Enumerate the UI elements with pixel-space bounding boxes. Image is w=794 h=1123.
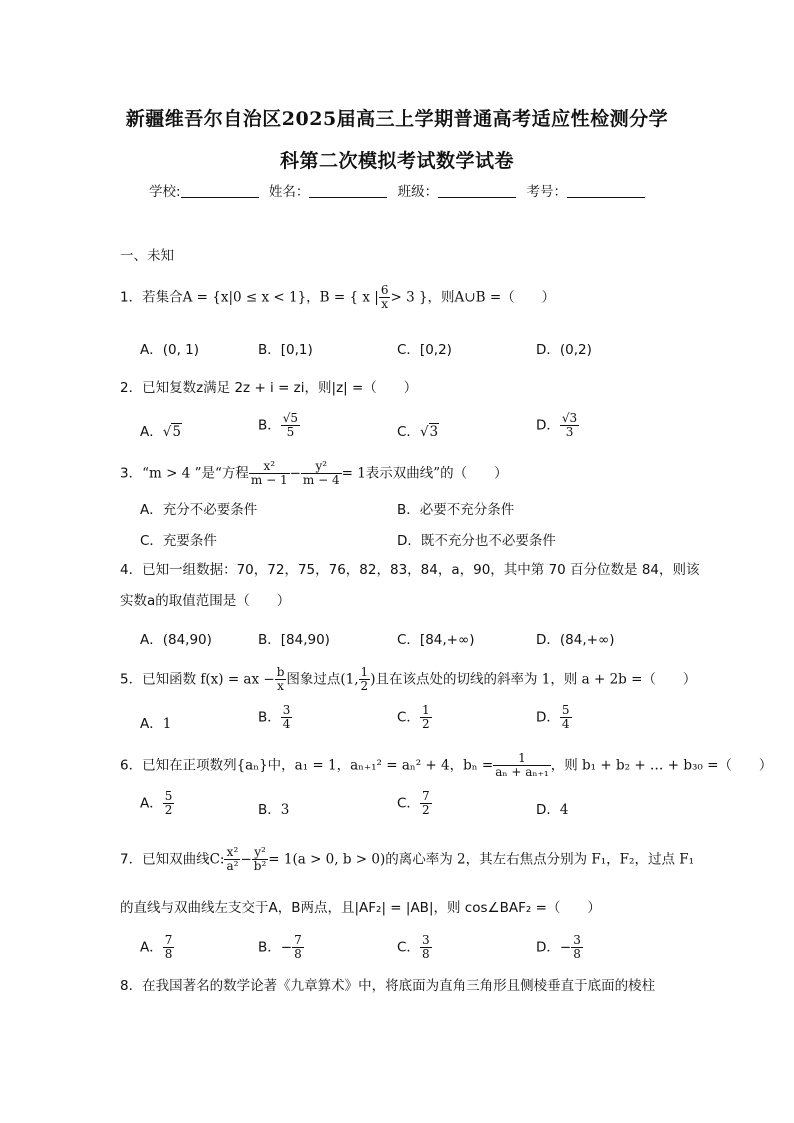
school-label: 学校: (149, 184, 181, 200)
option-d[interactable]: D． $\frac{√3}{3}$ (536, 411, 578, 439)
class-blank[interactable] (438, 197, 516, 198)
option-b[interactable]: B．3 (258, 802, 290, 818)
option-a[interactable]: A．(0, 1) (140, 342, 200, 358)
option-d[interactable]: D．− $\frac{3}{8}$ (536, 933, 581, 961)
question-1 (120, 284, 680, 311)
question-4-line2: 实数a的取值范围是（ ） (120, 593, 291, 609)
school-blank[interactable] (181, 197, 259, 198)
option-c[interactable]: C．√3 (397, 424, 439, 440)
question-7: 7．已知双曲线C: $\frac{\text{x²}}{\text{a²}}$ − $\frac{\text{y²}}{\text{b²}}$ = 1(a > 0, b > 0)的离心率为 2，其左右焦点分别为 F₁，F₂，过点 F₁ (120, 845, 695, 873)
option-b[interactable]: B． $\frac{√5}{5}$ (258, 411, 299, 439)
question-text: 已知复数z满足 2z + i = zi，则|z| =（ ） (142, 380, 418, 396)
option-c[interactable]: C．[0,2) (397, 342, 452, 358)
option-c[interactable]: C． $\frac{7}{2}$ (397, 789, 430, 817)
option-c[interactable]: C．[84,+∞) (397, 632, 475, 648)
set-b-open: B = { x | (319, 289, 379, 306)
option-b[interactable]: B．[84,90) (258, 632, 330, 648)
option-a[interactable]: A．√5 (140, 424, 181, 440)
option-c[interactable]: C．充要条件 (140, 533, 217, 549)
question-4: 4．已知一组数据：70，72，75，76，82，83，84，a，90，其中第 70 百分位数是 84，则该 (120, 562, 700, 578)
class-label: 班级： (397, 184, 439, 200)
exam-title-line2: 科第二次模拟考试数学试卷 (279, 150, 514, 172)
question-number: 1． (120, 289, 143, 306)
option-c[interactable]: C． $\frac{1}{2}$ (397, 703, 430, 731)
question-5: 5．已知函数 f(x) = ax − $\frac{b}{x}$ 图象过点(1, $\frac{1}{2}$ )且在该点处的切线的斜率为 1，则 a + 2b =（ ） (120, 665, 697, 693)
exam-number-blank[interactable] (567, 197, 645, 198)
student-info-row (0, 180, 794, 200)
option-b[interactable]: B． $\frac{3}{4}$ (258, 703, 291, 731)
set-b-close: > 3 } (390, 289, 428, 306)
question-7-line2: 的直线与双曲线左支交于A，B两点，且|AF₂| = |AB|，则 cos∠BAF₂ =（ ） (120, 900, 601, 916)
question-3: 3．“m > 4 ”是“方程 $\frac{\text{x²}}{m - 1}$ − $\frac{\text{y²}}{m - 4}$ = 1表示双曲线”的（ ） (120, 459, 508, 487)
name-blank[interactable] (309, 197, 387, 198)
question-text: 若集合 (142, 289, 183, 306)
question-number: 2． (120, 380, 143, 396)
question-tail: ，则A∪B =（ ） (427, 289, 556, 306)
option-d[interactable]: D．(0,2) (536, 342, 592, 358)
exam-number-label: 考号： (526, 184, 567, 200)
section-heading: 一、未知 (120, 248, 174, 264)
question-2 (120, 378, 680, 398)
option-a[interactable]: A． $\frac{5}{2}$ (140, 789, 173, 817)
option-a[interactable]: A．充分不必要条件 (140, 502, 258, 518)
option-a[interactable]: A．(84,90) (140, 632, 212, 648)
question-6: 6．已知在正项数列{aₙ}中，a₁ = 1，aₙ₊₁² = aₙ² + 4，bₙ = $\frac{1}{\text{aₙ + aₙ₊₁}}$ ，则 b₁ + b₂ + … + b₃₀ =（ ） (120, 751, 773, 779)
option-a[interactable]: A．1 (140, 716, 172, 732)
option-d[interactable]: D． $\frac{5}{4}$ (536, 703, 570, 731)
option-d[interactable]: D．既不充分也不必要条件 (397, 533, 556, 549)
option-b[interactable]: B．[0,1) (258, 342, 313, 358)
option-a[interactable]: A． $\frac{7}{8}$ (140, 933, 173, 961)
fraction: $\frac{6}{x}$ (380, 283, 389, 311)
option-d[interactable]: D．(84,+∞) (536, 632, 615, 648)
question-8: 8．在我国著名的数学论著《九章算术》中，将底面为直角三角形且侧棱垂直于底面的棱柱 (120, 978, 656, 994)
name-label: 姓名： (268, 184, 310, 200)
option-c[interactable]: C． $\frac{3}{8}$ (397, 933, 430, 961)
option-b[interactable]: B．必要不充分条件 (397, 502, 515, 518)
option-d[interactable]: D．4 (536, 802, 569, 818)
exam-title-line1: 新疆维吾尔自治区2025届高三上学期普通高考适应性检测分学 (125, 108, 669, 130)
set-a: A = {x|0 ≤ x < 1}， (182, 289, 320, 306)
option-b[interactable]: B．− $\frac{7}{8}$ (258, 933, 302, 961)
